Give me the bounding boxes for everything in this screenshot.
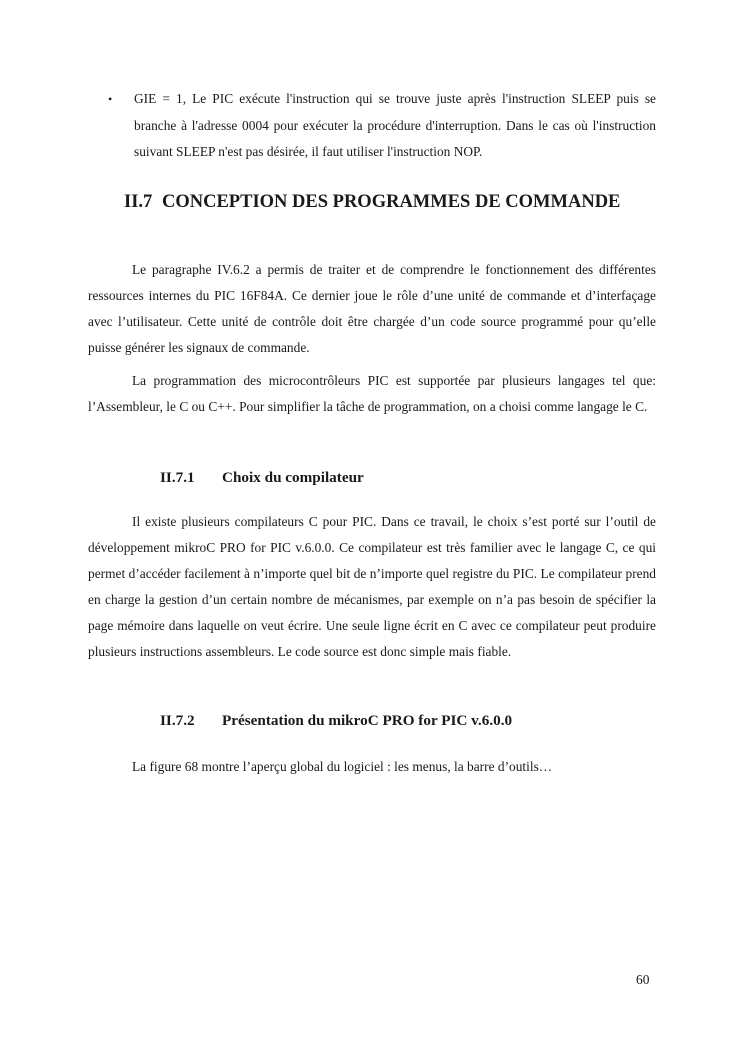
bullet-symbol: • [108, 92, 113, 106]
section-title: CONCEPTION DES PROGRAMMES DE COMMANDE [162, 192, 621, 212]
paragraph-1: Le paragraphe IV.6.2 a permis de traiter et de comprendre le fonctionnement des différentes ressources internes du PIC 16F84A. Ce dernier joue le rôle d’une unité de commande et d’interfaçage avec l’utilisateur. Cette unité de contrôle doit être chargée d’un code source programmé pour qu’elle puisse générer les signaux de commande. [88, 262, 656, 355]
subsection-heading-1 [160, 468, 364, 488]
section-heading [124, 191, 644, 214]
subsection-title: Présentation du mikroC PRO for PIC v.6.0.0 [222, 712, 513, 729]
bullet-item [108, 86, 656, 166]
paragraph-3: Il existe plusieurs compilateurs C pour PIC. Dans ce travail, le choix s’est porté sur l’outil de développement mikroC PRO for PIC v.6.0.0. Ce compilateur est très familier avec le langage C, ce qui permet d’accéder facilement à n’importe quel bit de n’importe quel registre du PIC. Le compilateur prend en charge la gestion d’un certain nombre de mécanismes, par exemple on n’a pas besoin de spécifier la page mémoire dans laquelle on veut écrire. Une seule ligne écrit en C avec ce compilateur peut produire plusieurs instructions assembleurs. Le code source est donc simple mais fiable. [88, 514, 656, 659]
subsection-number: II.7.1 [160, 469, 195, 486]
paragraph-2: La programmation des microcontrôleurs PIC est supportée par plusieurs langages tel que: l’Assembleur, le C ou C++. Pour simplifier la tâche de programmation, on a choisi comme langage le C. [88, 373, 656, 414]
paragraph-4: La figure 68 montre l’aperçu global du logiciel : les menus, la barre d’outils… [132, 759, 553, 774]
subsection-heading-2 [160, 711, 512, 731]
subsection-number: II.7.2 [160, 712, 195, 729]
subsection-title: Choix du compilateur [222, 469, 364, 486]
bullet-text: GIE = 1, Le PIC exécute l'instruction qui se trouve juste après l'instruction SLEEP puis se branche à l'adresse 0004 pour exécuter la procédure d'interruption. Dans le cas où l'instruction suivant SLEEP n'est pas désirée, il faut utiliser l'instruction NOP. [134, 91, 656, 159]
page-number: 60 [636, 972, 650, 987]
section-number: II.7 [124, 192, 153, 212]
